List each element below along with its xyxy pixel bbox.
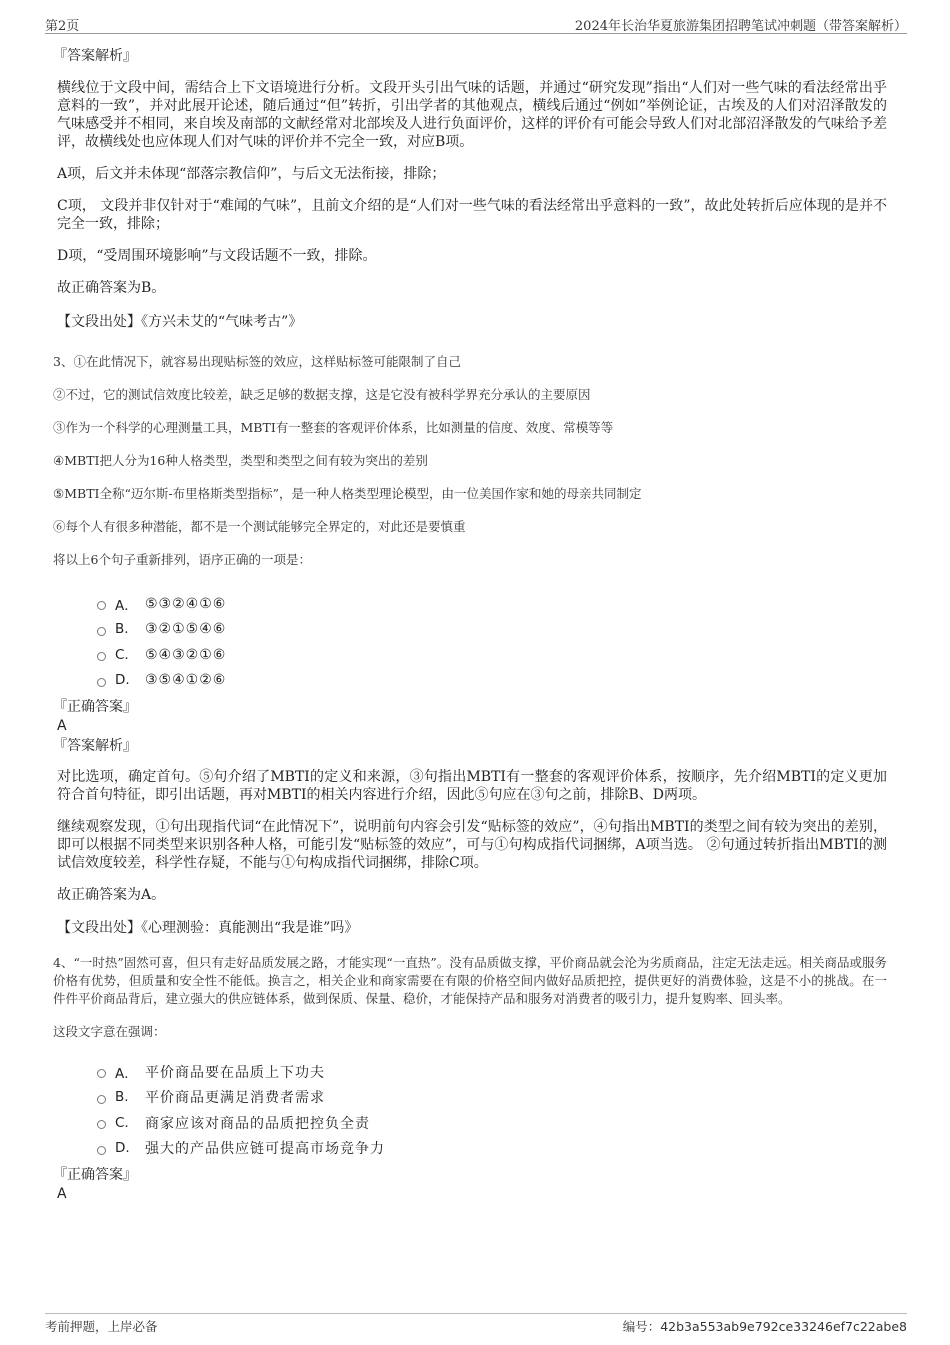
page-header [45, 12, 907, 34]
q2-analysis-paragraph: 横线位于文段中间，需结合上下文语境进行分析。文段开头引出气味的话题，并通过“研究发现”指出“人们对一些气味的看法经常出乎意料的一致”，并对此展开论述，随后通过“但”转折，引出学者的其他观点，横线后通过“例如”举例论证，古埃及的人们对沼泽散发的气味感受并不相同，来自埃及南部的文献经常对北部埃及人进行负面评价，这样的评价有可能会导致人们对北部沼泽散发的气味给予差评，故横线处也应体现人们对气味的评价并不完全一致，对应B项。 [57, 80, 887, 150]
radio-icon[interactable] [97, 1069, 106, 1078]
q3-option-b[interactable]: B. ③②①⑤④⑥ [97, 617, 887, 643]
q3-source: 【文段出处】《心理测验：真能测出“我是谁”吗》 [57, 920, 359, 936]
q3-option-d[interactable]: D. ③⑤④①②⑥ [97, 668, 887, 694]
q4-option-d[interactable]: D. 强大的产品供应链可提高市场竞争力 [97, 1136, 887, 1162]
q3-sentence: ⑤MBTI全称“迈尔斯-布里格斯类型指标”，是一种人格类型理论模型，由一位美国作家和她的母亲共同制定 [53, 486, 642, 501]
q3-sentence: ②不过，它的测试信效度比较差，缺乏足够的数据支撑，这是它没有被科学界充分承认的主要原因 [53, 387, 591, 402]
radio-icon[interactable] [97, 1120, 106, 1129]
radio-icon[interactable] [97, 652, 106, 661]
q4-prompt: 这段文字意在强调： [53, 1024, 166, 1039]
page-number: 第2页 [45, 19, 80, 34]
radio-icon[interactable] [97, 601, 106, 610]
q3-analysis-paragraph: 故正确答案为A。 [57, 887, 166, 903]
q3-analysis-paragraph: 继续观察发现，①句出现指代词“在此情况下”，说明前句内容会引发“贴标签的效应”，④句指出MBTI的类型之间有较为突出的差别，即可以根据不同类型来识别各种人格，可能引发“贴标签的效应”，可与①句构成指代词捆绑，A项当选。 ②句通过转折指出MBTI的测试信效度较差，科学性存疑，不能与①句构成指代词捆绑，排除C项。 [57, 819, 887, 871]
radio-icon[interactable] [97, 627, 106, 636]
q3-stem [53, 353, 887, 569]
q3-sentence: ③作为一个科学的心理测量工具，MBTI有一整套的客观评价体系，比如测量的信度、效度、常模等等 [53, 420, 614, 435]
page-content [53, 46, 887, 1203]
footer-slogan: 考前押题，上岸必备 [45, 1319, 158, 1334]
q4-option-b[interactable]: B. 平价商品更满足消费者需求 [97, 1085, 887, 1111]
radio-icon[interactable] [97, 1095, 106, 1104]
q4-options [97, 1059, 887, 1161]
q3-sentence: ④MBTI把人分为16种人格类型，类型和类型之间有较为突出的差别 [53, 453, 428, 468]
q3-option-c[interactable]: C. ⑤④③②①⑥ [97, 642, 887, 668]
q4-correct-label: 『正确答案』 [53, 1167, 137, 1183]
q3-options [97, 591, 887, 693]
q3-analysis-paragraph: 对比选项，确定首句。⑤句介绍了MBTI的定义和来源，③句指出MBTI有一整套的客观评价体系，按顺序，先介绍MBTI的定义更加符合首句特征，即引出话题，再对MBTI的相关内容进行介绍，因此⑤句应在③句之前，排除B、D两项。 [57, 769, 887, 803]
q2-analysis-paragraph: C项， 文段并非仅针对于“难闻的气味”，且前文介绍的是“人们对一些气味的看法经常出乎意料的一致”，故此处转折后应体现的是并不完全一致，排除； [57, 198, 887, 232]
q3-sentence: 3、①在此情况下，就容易出现贴标签的效应，这样贴标签可能限制了自己 [53, 354, 461, 369]
footer-serial: 编号：42b3a553ab9e792ce33246ef7c22abe8 [622, 1319, 907, 1334]
q2-analysis-paragraph: 故正确答案为B。 [57, 280, 166, 296]
q3-analysis-label: 『答案解析』 [53, 738, 137, 754]
q4-option-a[interactable]: A． 平价商品要在品质上下功夫 [97, 1059, 887, 1085]
q4-stem: 4、“一时热”固然可喜，但只有走好品质发展之路，才能实现“一直热”。没有品质做支撑，平价商品就会沦为劣质商品，注定无法走远。相关商品或服务价格有优势，但质量和安全性不能低。换言之，相关企业和商家需要在有限的价格空间内做好品质把控，提供更好的消费体验，这是不小的挑战。在一件件平价商品背后，建立强大的供应链体系，做到保质、保量、稳价，才能保持产品和服务对消费者的吸引力，提升复购率、回头率。 [53, 955, 887, 1006]
radio-icon[interactable] [97, 1146, 106, 1155]
q3-correct-label: 『正确答案』 [53, 699, 137, 715]
q3-prompt: 将以上6个句子重新排列，语序正确的一项是： [53, 552, 311, 567]
page-footer [45, 1313, 907, 1335]
q4-correct-answer: A [57, 1186, 67, 1202]
q3-correct-answer: A [57, 718, 67, 734]
q2-source: 【文段出处】《方兴未艾的“气味考古”》 [57, 314, 303, 330]
document-title: 2024年长治华夏旅游集团招聘笔试冲刺题（带答案解析） [574, 19, 907, 34]
q2-analysis-paragraph: D项，“受周围环境影响”与文段话题不一致，排除。 [57, 248, 377, 264]
q4-option-c[interactable]: C. 商家应该对商品的品质把控负全责 [97, 1110, 887, 1136]
q3-option-a[interactable]: A． ⑤③②④①⑥ [97, 591, 887, 617]
radio-icon[interactable] [97, 678, 106, 687]
q3-sentence: ⑥每个人有很多种潜能，都不是一个测试能够完全界定的，对此还是要慎重 [53, 519, 466, 534]
q2-analysis-label: 『答案解析』 [53, 48, 137, 64]
q2-analysis-paragraph: A项，后文并未体现“部落宗教信仰”，与后文无法衔接，排除； [57, 166, 446, 182]
